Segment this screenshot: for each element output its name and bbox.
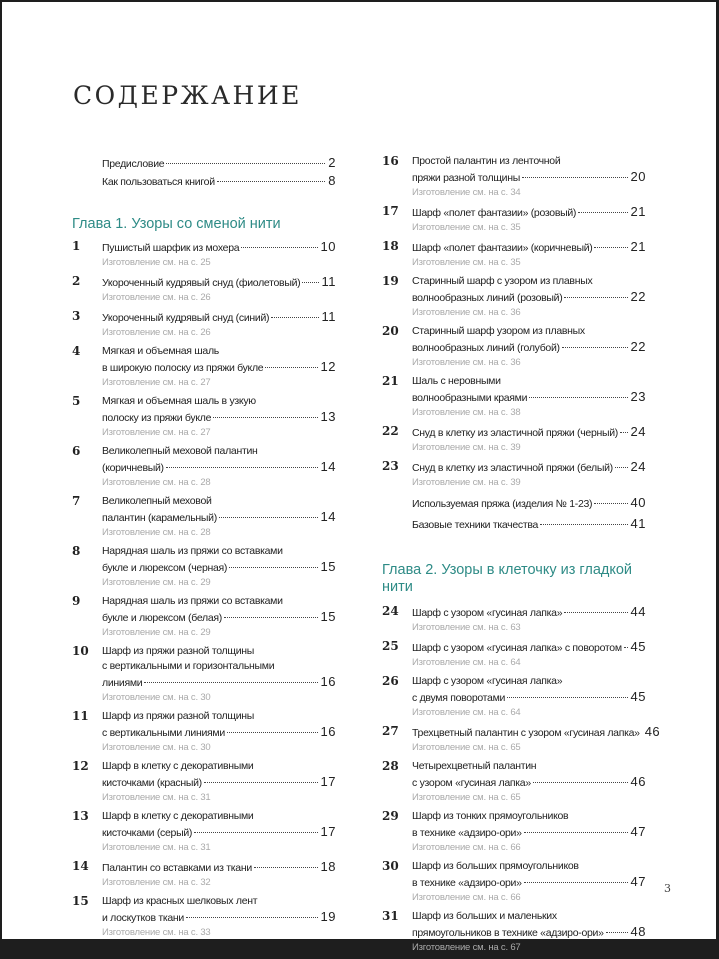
entry-number: 13	[72, 809, 89, 823]
entry-instructions-ref: Изготовление см. на с. 35	[412, 257, 521, 268]
toc-entries-ch1-part2	[382, 154, 646, 489]
toc-entry[interactable]	[382, 154, 646, 199]
entry-number: 19	[382, 274, 399, 288]
toc-extra-item[interactable]	[382, 513, 646, 534]
entry-number: 31	[382, 909, 399, 923]
entry-title-text: палантин (карамельный)	[102, 512, 217, 524]
entry-number: 4	[72, 344, 81, 358]
entry-page: 17	[320, 824, 336, 839]
leader-dots	[166, 467, 318, 468]
entry-number: 27	[382, 724, 399, 738]
entry-title-line	[102, 359, 336, 376]
entry-page: 11	[321, 309, 336, 324]
entry-instructions-ref: Изготовление см. на с. 28	[102, 527, 211, 538]
leader-dots	[533, 782, 628, 783]
entry-number: 10	[72, 644, 89, 658]
toc-item-page: 2	[328, 155, 336, 170]
leader-dots	[265, 367, 317, 368]
entry-page: 44	[630, 604, 646, 619]
entry-title-line	[102, 859, 336, 876]
toc-entry[interactable]	[382, 674, 646, 719]
entry-instructions-ref: Изготовление см. на с. 26	[102, 327, 211, 338]
toc-entry[interactable]	[382, 639, 646, 669]
entry-page: 15	[320, 559, 336, 574]
entry-page: 22	[630, 339, 646, 354]
entry-number: 16	[382, 154, 399, 168]
leader-dots	[241, 247, 317, 248]
entry-title-text: Укороченный кудрявый снуд (фиолетовый)	[102, 277, 301, 289]
entry-title-line	[412, 924, 646, 941]
entry-instructions-ref: Изготовление см. на с. 36	[412, 307, 521, 318]
entry-title-text: волнообразных линий (розовый)	[412, 292, 563, 304]
entry-title-text: прямоугольников в технике «адзиро-ори»	[412, 927, 604, 939]
entry-page: 24	[630, 424, 646, 439]
entry-title-line: Великолепный меховой	[102, 495, 212, 507]
entry-number: 18	[382, 239, 399, 253]
entry-title-line	[102, 274, 336, 291]
leader-dots	[524, 832, 628, 833]
entry-title-text: кисточками (серый)	[102, 827, 193, 839]
entry-page: 47	[630, 824, 646, 839]
entry-title-line	[412, 424, 646, 441]
leader-dots	[227, 732, 318, 733]
chapter-heading: Глава 2. Узоры в клеточку из гладкой нити	[382, 562, 633, 595]
leader-dots	[594, 247, 627, 248]
entry-title-text: Шарф с узором «гусиная лапка» с поворотом	[412, 642, 622, 654]
toc-entry[interactable]	[72, 809, 336, 854]
entry-page: 12	[320, 359, 336, 374]
leader-dots	[271, 317, 318, 318]
entry-instructions-ref: Изготовление см. на с. 65	[412, 792, 521, 803]
leader-dots	[615, 467, 628, 468]
entry-number: 3	[72, 309, 81, 323]
toc-item-page: 41	[630, 516, 646, 531]
toc-entry[interactable]	[72, 344, 336, 389]
entry-title-text: букле и люрексом (черная)	[102, 562, 228, 574]
entry-title-text: в технике «адзиро-ори»	[412, 827, 522, 839]
entry-page: 24	[630, 459, 646, 474]
entry-title-line	[412, 204, 646, 221]
entry-instructions-ref: Изготовление см. на с. 31	[102, 792, 211, 803]
entry-page: 11	[321, 274, 336, 289]
leader-dots	[254, 867, 318, 868]
page-title: СОДЕРЖАНИЕ	[73, 81, 302, 110]
entry-instructions-ref: Изготовление см. на с. 35	[412, 222, 521, 233]
entry-number: 22	[382, 424, 399, 438]
entry-number: 20	[382, 324, 399, 338]
entry-page: 19	[320, 909, 336, 924]
entry-title-line	[102, 509, 336, 526]
entry-page: 22	[630, 289, 646, 304]
entry-instructions-ref: Изготовление см. на с. 31	[102, 842, 211, 853]
entry-title-text: кисточками (красный)	[102, 777, 202, 789]
entry-number: 7	[72, 494, 81, 508]
entry-instructions-ref: Изготовление см. на с. 64	[412, 707, 521, 718]
toc-entry[interactable]	[72, 544, 336, 589]
entry-title-line: Нарядная шаль из пряжи со вставками	[102, 595, 283, 607]
entry-page: 16	[320, 674, 336, 689]
entry-title-line: Простой палантин из ленточной	[412, 155, 561, 167]
toc-entry[interactable]	[72, 444, 336, 489]
toc-entries-ch2	[382, 604, 661, 954]
entry-title-text: Шарф «полет фантазии» (коричневый)	[412, 242, 593, 254]
entry-number: 9	[72, 594, 81, 608]
toc-left-column	[72, 154, 336, 944]
entry-instructions-ref: Изготовление см. на с. 39	[412, 442, 521, 453]
toc-entry[interactable]	[72, 644, 336, 704]
entry-page: 46	[644, 724, 661, 739]
leader-dots	[606, 932, 628, 933]
entry-instructions-ref: Изготовление см. на с. 65	[412, 742, 521, 753]
entry-page: 20	[630, 169, 646, 184]
entry-title-line	[412, 724, 661, 741]
leader-dots	[540, 524, 627, 525]
entry-title-line	[412, 389, 646, 406]
entry-page: 10	[320, 239, 336, 254]
toc-entry[interactable]	[72, 274, 336, 304]
entry-title-line: Мягкая и объемная шаль в узкую	[102, 395, 256, 407]
entry-title-text: Палантин со вставками из ткани	[102, 862, 252, 874]
entry-title-line	[412, 639, 646, 656]
entry-number: 6	[72, 444, 81, 458]
leader-dots	[507, 697, 627, 698]
page-number: 3	[664, 882, 671, 895]
entry-page: 47	[630, 874, 646, 889]
leader-dots	[524, 882, 628, 883]
leader-dots	[224, 617, 318, 618]
entry-instructions-ref: Изготовление см. на с. 34	[412, 187, 521, 198]
leader-dots	[217, 181, 326, 182]
entry-title-line	[412, 774, 646, 791]
entry-instructions-ref: Изготовление см. на с. 38	[412, 407, 521, 418]
leader-dots	[213, 417, 317, 418]
leader-dots	[594, 503, 627, 504]
leader-dots	[620, 432, 628, 433]
entry-title-text: полоску из пряжи букле	[102, 412, 212, 424]
entry-title-text: в технике «адзиро-ори»	[412, 877, 522, 889]
leader-dots	[144, 682, 317, 683]
entry-title-line: Мягкая и объемная шаль	[102, 345, 219, 357]
entry-title-text: Пушистый шарфик из мохера	[102, 242, 240, 254]
entry-page: 18	[320, 859, 336, 874]
entry-title-line	[102, 674, 336, 691]
toc-item-label: Используемая пряжа (изделия № 1-23)	[412, 498, 593, 510]
entry-title-text: с двумя поворотами	[412, 692, 506, 704]
entry-page: 21	[630, 239, 646, 254]
entry-title-text: Снуд в клетку из эластичной пряжи (белый)	[412, 462, 613, 474]
entry-title-line	[412, 824, 646, 841]
entry-title-line	[102, 239, 336, 256]
toc-item-label: Базовые техники ткачества	[412, 519, 539, 531]
toc-entry[interactable]	[382, 759, 646, 804]
toc-entry[interactable]	[72, 394, 336, 439]
entry-title-line	[412, 239, 646, 256]
chapter-heading: Глава 1. Узоры со сменой нити	[72, 216, 281, 232]
toc-item-page: 8	[328, 173, 336, 188]
entry-title-line	[412, 289, 646, 306]
entry-title-text: Шарф с узором «гусиная лапка»	[412, 607, 563, 619]
leader-dots	[229, 567, 317, 568]
entry-title-line: Шарф из тонких прямоугольников	[412, 810, 569, 822]
entry-title-line	[102, 309, 336, 326]
entry-page: 21	[630, 204, 646, 219]
entry-instructions-ref: Изготовление см. на с. 64	[412, 657, 521, 668]
toc-entry[interactable]	[382, 274, 646, 319]
entry-title-text: с узором «гусиная лапка»	[412, 777, 531, 789]
entry-title-line	[102, 774, 336, 791]
book-page	[2, 2, 716, 953]
entry-instructions-ref: Изготовление см. на с. 27	[102, 377, 211, 388]
toc-entry[interactable]	[72, 239, 336, 269]
toc-front-item[interactable]	[72, 172, 336, 190]
entry-page: 14	[320, 459, 336, 474]
entry-title-line: Четырехцветный палантин	[412, 760, 537, 772]
entry-title-text: в широкую полоску из пряжи букле	[102, 362, 264, 374]
toc-entry[interactable]	[382, 724, 661, 754]
entry-title-line: с вертикальными и горизонтальными	[102, 660, 275, 672]
entry-instructions-ref: Изготовление см. на с. 39	[412, 477, 521, 488]
front-matter	[72, 154, 336, 190]
toc-entry[interactable]	[382, 374, 646, 419]
entry-number: 17	[382, 204, 399, 218]
entry-page: 23	[630, 389, 646, 404]
leader-dots	[302, 282, 318, 283]
leader-dots	[578, 212, 627, 213]
entry-instructions-ref: Изготовление см. на с. 67	[412, 942, 521, 953]
entry-page: 17	[320, 774, 336, 789]
entry-number: 28	[382, 759, 399, 773]
leader-dots	[564, 612, 627, 613]
toc-entry[interactable]	[72, 759, 336, 804]
toc-front-item[interactable]	[72, 154, 336, 172]
toc-item-label: Предисловие	[102, 158, 165, 170]
entry-instructions-ref: Изготовление см. на с. 33	[102, 927, 211, 938]
entry-page: 46	[630, 774, 646, 789]
toc-entry[interactable]	[382, 204, 646, 234]
entry-title-line: Старинный шарф с узором из плавных	[412, 275, 593, 287]
toc-entry[interactable]	[382, 239, 646, 269]
entry-instructions-ref: Изготовление см. на с. 27	[102, 427, 211, 438]
entry-instructions-ref: Изготовление см. на с. 26	[102, 292, 211, 303]
entry-title-line: Старинный шарф узором из плавных	[412, 325, 585, 337]
entry-instructions-ref: Изготовление см. на с. 66	[412, 842, 521, 853]
toc-entry[interactable]	[382, 909, 646, 954]
entry-title-text: линиями	[102, 677, 143, 689]
entry-number: 1	[72, 239, 81, 253]
entry-title-text: Шарф «полет фантазии» (розовый)	[412, 207, 577, 219]
entry-title-line: Шарф из пряжи разной толщины	[102, 710, 255, 722]
entry-instructions-ref: Изготовление см. на с. 25	[102, 257, 211, 268]
leader-dots	[204, 782, 318, 783]
toc-entries-ch1-part1	[72, 239, 336, 939]
entry-title-text: букле и люрексом (белая)	[102, 612, 222, 624]
entry-title-text: (коричневый)	[102, 462, 164, 474]
entry-title-line	[102, 724, 336, 741]
entry-number: 30	[382, 859, 399, 873]
entry-title-line	[412, 874, 646, 891]
leader-dots	[186, 917, 318, 918]
entry-title-text: Трехцветный палантин с узором «гусиная лапка»	[412, 727, 640, 739]
entry-title-line: Великолепный меховой палантин	[102, 445, 258, 457]
toc-entry[interactable]	[72, 594, 336, 639]
entry-title-line	[412, 339, 646, 356]
toc-entry[interactable]	[382, 809, 646, 854]
entry-title-text: с вертикальными линиями	[102, 727, 225, 739]
entry-number: 23	[382, 459, 399, 473]
entry-title-line: Шарф из красных шелковых лент	[102, 895, 258, 907]
entry-page: 13	[320, 409, 336, 424]
entry-title-line	[412, 604, 646, 621]
toc-entry[interactable]	[72, 309, 336, 339]
entry-instructions-ref: Изготовление см. на с. 29	[102, 627, 211, 638]
entry-title-text: Снуд в клетку из эластичной пряжи (черный)	[412, 427, 618, 439]
entry-instructions-ref: Изготовление см. на с. 29	[102, 577, 211, 588]
toc-entry[interactable]	[72, 494, 336, 539]
entry-instructions-ref: Изготовление см. на с. 30	[102, 742, 211, 753]
entry-number: 29	[382, 809, 399, 823]
entry-title-line: Шарф с узором «гусиная лапка»	[412, 675, 563, 687]
toc-entry[interactable]	[382, 604, 646, 634]
toc-entry[interactable]	[72, 709, 336, 754]
entry-page: 16	[320, 724, 336, 739]
leader-dots	[624, 647, 628, 648]
leader-dots	[166, 163, 325, 164]
leader-dots	[219, 517, 318, 518]
entry-title-line: Нарядная шаль из пряжи со вставками	[102, 545, 283, 557]
entry-number: 25	[382, 639, 399, 653]
entry-title-text: волнообразных линий (голубой)	[412, 342, 560, 354]
entry-title-line	[412, 459, 646, 476]
leader-dots	[562, 347, 628, 348]
chapter1-extras	[382, 492, 646, 534]
entry-instructions-ref: Изготовление см. на с. 66	[412, 892, 521, 903]
entry-title-line: Шарф из больших и маленьких	[412, 910, 557, 922]
entry-title-text: Укороченный кудрявый снуд (синий)	[102, 312, 270, 324]
entry-title-line	[412, 169, 646, 186]
entry-title-line	[102, 559, 336, 576]
toc-item-label: Как пользоваться книгой	[102, 176, 215, 188]
leader-dots	[529, 397, 627, 398]
entry-number: 11	[72, 709, 89, 723]
entry-title-line: Шарф в клетку с декоративными	[102, 810, 254, 822]
toc-item-page: 40	[630, 495, 646, 510]
entry-title-line	[102, 824, 336, 841]
toc-right-column	[382, 154, 661, 959]
toc-entry[interactable]	[382, 459, 646, 489]
toc-entry[interactable]	[382, 424, 646, 454]
toc-entry[interactable]	[72, 859, 336, 889]
entry-title-text: пряжи разной толщины	[412, 172, 520, 184]
entry-number: 26	[382, 674, 399, 688]
entry-title-line: Шаль с неровными	[412, 375, 501, 387]
entry-title-line	[412, 689, 646, 706]
entry-page: 14	[320, 509, 336, 524]
entry-number: 21	[382, 374, 399, 388]
entry-title-line	[102, 459, 336, 476]
toc-extra-item[interactable]	[382, 492, 646, 513]
entry-instructions-ref: Изготовление см. на с. 28	[102, 477, 211, 488]
leader-dots	[564, 297, 627, 298]
entry-page: 15	[320, 609, 336, 624]
entry-number: 24	[382, 604, 399, 618]
entry-instructions-ref: Изготовление см. на с. 63	[412, 622, 521, 633]
entry-number: 8	[72, 544, 81, 558]
entry-number: 5	[72, 394, 81, 408]
entry-title-line	[102, 909, 336, 926]
entry-instructions-ref: Изготовление см. на с. 30	[102, 692, 211, 703]
toc-entry[interactable]	[382, 859, 646, 904]
toc-entry[interactable]	[72, 894, 336, 939]
entry-title-line	[102, 409, 336, 426]
entry-page: 45	[630, 639, 646, 654]
entry-instructions-ref: Изготовление см. на с. 32	[102, 877, 211, 888]
entry-number: 12	[72, 759, 89, 773]
leader-dots	[194, 832, 317, 833]
entry-number: 14	[72, 859, 89, 873]
leader-dots	[522, 177, 628, 178]
entry-title-line: Шарф в клетку с декоративными	[102, 760, 254, 772]
entry-title-line: Шарф из пряжи разной толщины	[102, 645, 255, 657]
entry-title-line	[102, 609, 336, 626]
entry-number: 2	[72, 274, 81, 288]
entry-page: 45	[630, 689, 646, 704]
entry-title-text: и лоскутков ткани	[102, 912, 184, 924]
entry-instructions-ref: Изготовление см. на с. 36	[412, 357, 521, 368]
toc-entry[interactable]	[382, 324, 646, 369]
entry-title-line: Шарф из больших прямоугольников	[412, 860, 579, 872]
entry-title-text: волнообразными краями	[412, 392, 528, 404]
entry-page: 48	[630, 924, 646, 939]
entry-number: 15	[72, 894, 89, 908]
